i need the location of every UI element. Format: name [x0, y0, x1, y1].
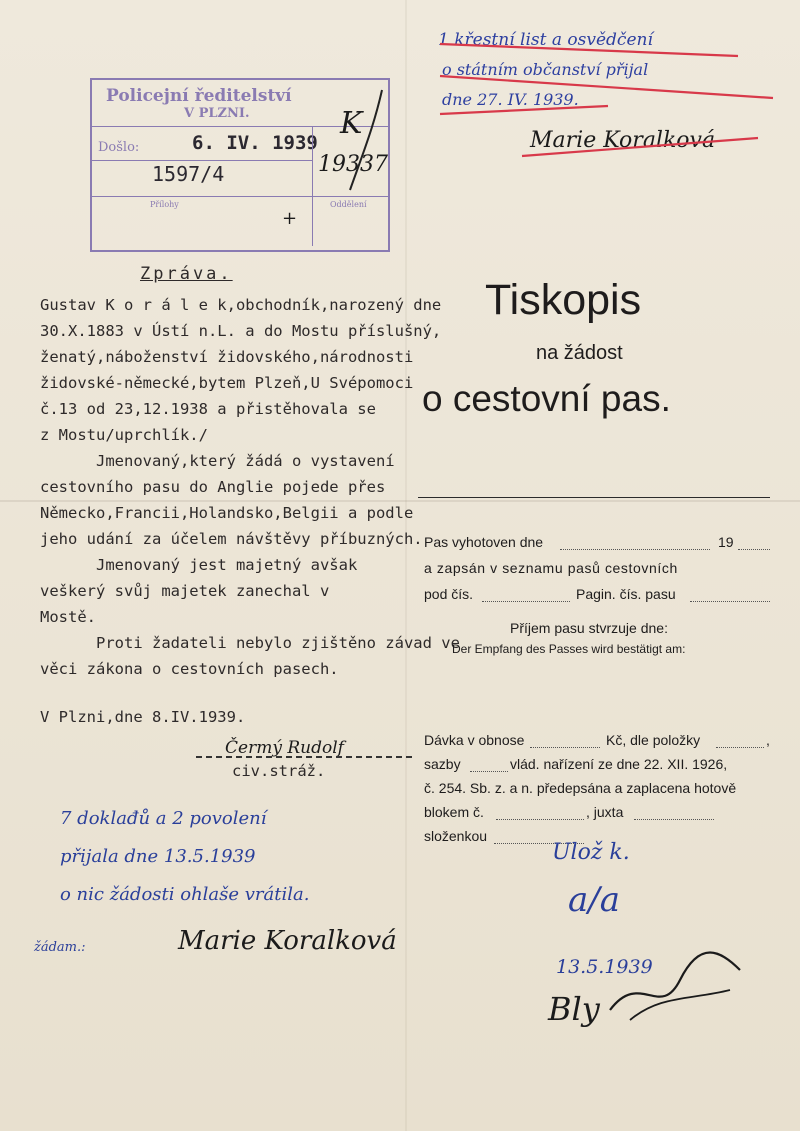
- stamp-col-attachments: Přílohy: [150, 200, 179, 209]
- report-line: č.13 od 23,12.1938 a přistěhovala se: [40, 400, 376, 418]
- paper-fold: [0, 500, 800, 502]
- officer-signature: Čermý Rudolf: [225, 738, 344, 758]
- report-line: 30.X.1883 v Ústí n.L. a do Mostu příslušný,: [40, 322, 442, 340]
- prijem-cz-label: Příjem pasu stvrzuje dne:: [510, 620, 668, 636]
- report-line: jeho udání za účelem návštěvy příbuzných.: [40, 530, 423, 548]
- officer-title: civ.stráž.: [232, 762, 326, 780]
- applicant-signature: Marie Koralková: [178, 926, 397, 956]
- pod-cis-label: pod čís.: [424, 586, 474, 602]
- stamp-number: 1597/4: [152, 162, 225, 186]
- davka-comma: ,: [766, 732, 770, 748]
- report-line: cestovního pasu do Anglie pojede přes: [40, 478, 386, 496]
- stamp-received-label: Došlo:: [98, 140, 140, 155]
- report-line: z Mostu/uprchlík./: [40, 426, 208, 444]
- report-place-date: V Plzni,dne 8.IV.1939.: [40, 708, 246, 726]
- davka-kc-label: Kč, dle položky: [606, 732, 701, 748]
- uloz-note: Ulož k.: [552, 840, 630, 865]
- fill-line: [690, 600, 770, 602]
- report-line: Jmenovaný,který žádá o vystavení: [96, 452, 395, 470]
- ad-acta-note: a/a: [568, 880, 620, 920]
- pas-vyhotoven-label: Pas vyhotoven dne: [424, 534, 544, 550]
- blue-note-line3: o nic žádosti ohlaše vrátila.: [60, 884, 310, 905]
- red-note-line1: 1 křestní list a osvědčení: [438, 30, 653, 50]
- red-note-line2: o státním občanství přijal: [442, 60, 649, 79]
- davka-label: Dávka v obnose: [424, 732, 525, 748]
- stamp-vline: [312, 126, 313, 246]
- stamp-received-date: 6. IV. 1939: [192, 132, 318, 154]
- report-line: židovské-německé,bytem Plzeň,U Svépomoci: [40, 374, 414, 392]
- report-line: věci zákona o cestovních pasech.: [40, 660, 339, 678]
- zapsan-label: a zapsán v seznamu pasů cestovních: [424, 560, 678, 576]
- paper-fold-vertical: [405, 0, 407, 1131]
- signature-dash-line: [196, 756, 412, 758]
- pagin-label: Pagin. čís. pasu: [576, 586, 676, 602]
- report-line: Německo,Francii,Holandsko,Belgii a podle: [40, 504, 414, 522]
- fill-line: [560, 548, 710, 550]
- report-heading: Zpráva.: [140, 264, 233, 284]
- report-line: veškerý svůj majetek zanechal v: [40, 582, 330, 600]
- stamp-slash-mark: [344, 86, 388, 196]
- initials-signature: Bly: [548, 990, 600, 1028]
- report-line: ženatý,náboženství židovského,národnosti: [40, 348, 414, 366]
- closing-date: 13.5.1939: [556, 956, 653, 978]
- scribble-signature: [600, 940, 750, 1030]
- report-line: Proti žadateli nebylo zjištěno závad ve: [96, 634, 460, 652]
- davka-line3: č. 254. Sb. z. a n. předepsána a zaplacena hotově: [424, 780, 737, 796]
- juxta-label: , juxta: [586, 804, 624, 820]
- blue-note-prefix: žádam.:: [34, 940, 86, 955]
- fill-line: [634, 818, 714, 820]
- fill-line: [482, 600, 570, 602]
- police-stamp: [90, 78, 390, 252]
- fill-line: [716, 746, 764, 748]
- fill-line: [470, 770, 508, 772]
- red-strikethrough: [438, 30, 778, 170]
- red-note-line3: dne 27. IV. 1939.: [442, 90, 579, 109]
- form-subtitle: na žádost: [536, 342, 623, 364]
- red-note-signature: Marie Koralková: [530, 128, 716, 153]
- form-big-title: o cestovní pas.: [422, 378, 671, 419]
- stamp-divider-2: [92, 160, 312, 161]
- fill-line: [530, 746, 600, 748]
- report-line: Mostě.: [40, 608, 96, 626]
- blue-note-line2: přijala dne 13.5.1939: [60, 846, 256, 867]
- stamp-divider-3: [92, 196, 388, 197]
- report-line: Jmenovaný jest majetný avšak: [96, 556, 358, 574]
- stamp-mark: +: [282, 208, 298, 229]
- stamp-office-line2: V PLZNI.: [184, 106, 250, 121]
- sazby-label: sazby: [424, 756, 461, 772]
- stamp-ref-number: 19337: [318, 152, 388, 177]
- vlad-narizeni-label: vlád. nařízení ze dne 22. XII. 1926,: [510, 756, 728, 772]
- stamp-col-annex: Oddělení: [330, 200, 367, 209]
- year-label: 19: [718, 534, 734, 550]
- blokem-label: blokem č.: [424, 804, 484, 820]
- stamp-office-line1: Policejní ředitelství: [106, 86, 292, 106]
- red-note: [438, 30, 778, 170]
- fill-line: [738, 548, 770, 550]
- report-line: Gustav K o r á l e k,obchodník,narozený dne: [40, 296, 442, 314]
- slozenkou-label: složenkou: [424, 828, 488, 844]
- blue-note-line1: 7 doklađů a 2 povolení: [60, 808, 267, 829]
- prijem-de-label: Der Empfang des Passes wird bestätigt am:: [452, 642, 686, 656]
- form-title: Tiskopis: [485, 276, 642, 324]
- fill-line: [496, 818, 584, 820]
- form-separator: [418, 497, 770, 498]
- stamp-ref-prefix: K: [340, 106, 363, 141]
